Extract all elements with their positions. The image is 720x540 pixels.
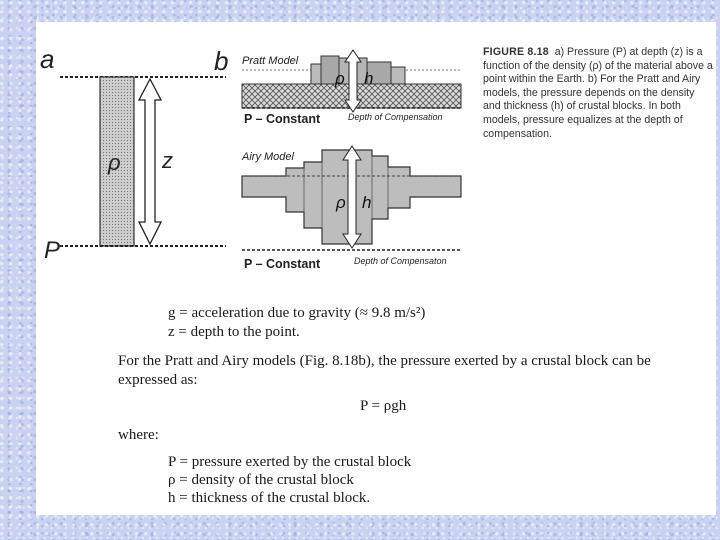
where-label: where:: [118, 427, 159, 443]
airy-compensation-label: Depth of Compensaton: [354, 256, 447, 266]
pratt-model: [242, 50, 461, 126]
z-label: z: [162, 148, 173, 173]
airy-model-label: Airy Model: [242, 151, 294, 163]
panel-b-label: b: [214, 46, 229, 76]
panel-a: [40, 44, 229, 264]
paragraph-text: For the Pratt and Airy models (Fig. 8.18b), the pressure exerted by a crustal block can be expressed as:: [118, 353, 651, 388]
pratt-rho-label: ρ: [335, 69, 345, 88]
definition-p: P = pressure exerted by the crustal block: [168, 454, 412, 470]
pratt-model-label: Pratt Model: [242, 55, 299, 67]
figure-caption-text: a) Pressure (P) at depth (z) is a function of the density (ρ) of the material above a point within the Earth. b) For the Pratt and Airy models, the pressure depends on the density and thickness (h) of crustal blocks. In both models, pressure equalizes at the depth of compensation.: [483, 46, 713, 140]
airy-rho-label: ρ: [336, 193, 346, 212]
pratt-constant-label: P – Constant: [244, 112, 321, 126]
figure-caption: [483, 46, 715, 141]
panel-a-label: a: [40, 44, 55, 74]
airy-h-label: h: [362, 193, 372, 212]
definition-rho: ρ = density of the crustal block: [168, 472, 354, 488]
pratt-h-label: h: [364, 69, 374, 88]
airy-model: [241, 146, 461, 271]
rho-label: ρ: [108, 150, 121, 175]
definition-z: z = depth to the point.: [168, 324, 300, 340]
pressure-equation: P = ρgh: [360, 398, 407, 414]
definition-g: g = acceleration due to gravity (≈ 9.8 m/s²): [168, 305, 426, 321]
panel-b: [214, 46, 461, 271]
airy-constant-label: P – Constant: [244, 257, 321, 271]
pratt-block: [311, 64, 321, 84]
pratt-block: [391, 67, 405, 84]
slide: [36, 22, 716, 515]
definition-h: h = thickness of the crustal block.: [168, 490, 371, 506]
figure-number: FIGURE 8.18: [483, 46, 549, 58]
depth-arrow: [139, 79, 161, 244]
pressure-label: P: [44, 237, 61, 264]
pratt-compensation-label: Depth of Compensation: [348, 112, 443, 122]
